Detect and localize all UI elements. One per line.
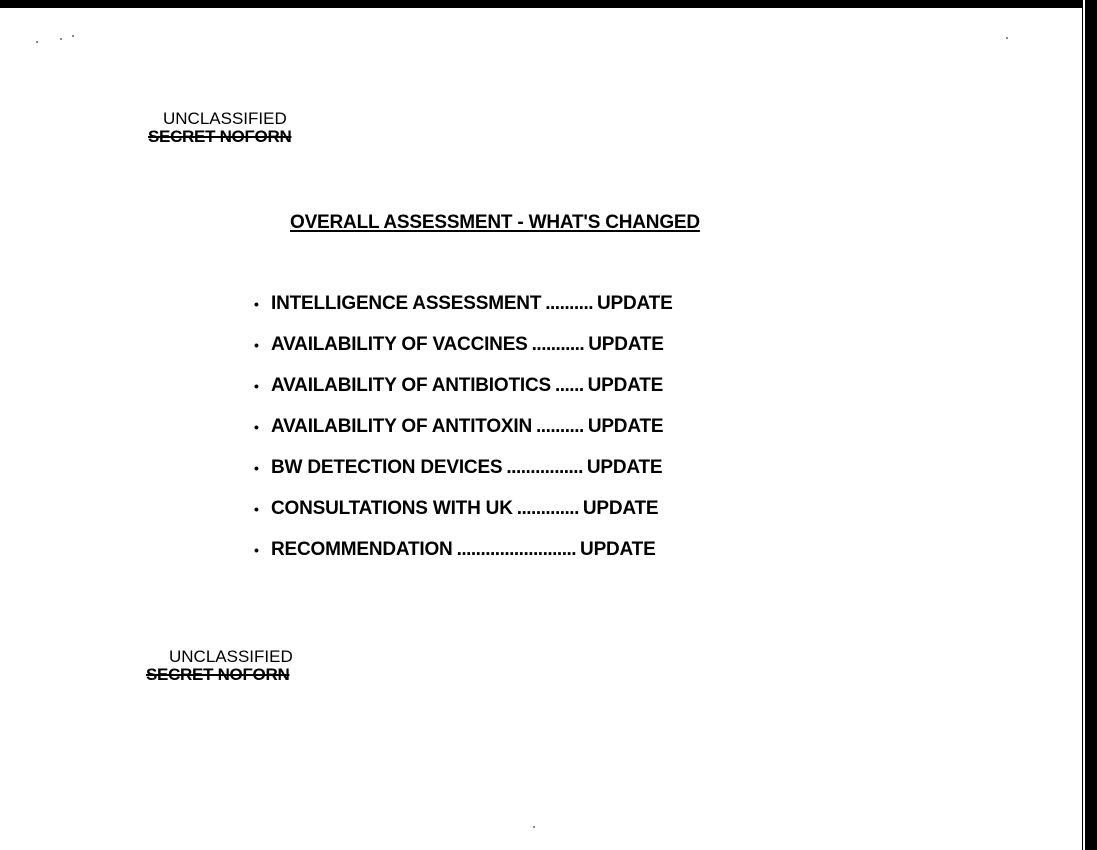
scan-border-top [0,0,1097,8]
item-label: AVAILABILITY OF ANTIBIOTICS [271,375,551,396]
bullet-icon: • [254,296,259,312]
classification-marking-top [148,110,291,145]
list-item [254,416,673,457]
item-label: CONSULTATIONS WITH UK [271,498,513,519]
bullet-icon: • [254,542,259,558]
item-label: AVAILABILITY OF ANTITOXIN [271,416,533,437]
dot-leader: .......... [545,293,594,314]
classification-current-top: UNCLASSIFIED [163,109,287,128]
list-item [254,457,673,498]
bullet-icon: • [254,337,259,353]
classification-marking-bottom [146,648,293,683]
bullet-icon: • [254,378,259,394]
item-label: BW DETECTION DEVICES [271,457,503,478]
scan-speck [36,41,38,43]
dot-leader: ......................... [456,539,577,560]
bullet-icon: • [254,501,259,517]
scan-speck [533,826,535,828]
scan-speck [1006,37,1008,39]
dot-leader: ........... [531,334,585,355]
item-status: UPDATE [588,334,664,355]
scan-border-right [1085,0,1097,850]
scan-speck [60,38,62,40]
item-status: UPDATE [587,416,664,437]
list-item [254,539,673,580]
item-label: AVAILABILITY OF VACCINES [271,334,528,355]
list-item [254,375,673,416]
list-item [254,334,673,375]
scan-speck [72,35,74,37]
item-status: UPDATE [587,375,664,396]
list-item [254,293,673,334]
bullet-icon: • [254,419,259,435]
item-status: UPDATE [582,498,659,519]
dot-leader: ............. [516,498,579,519]
list-item [254,498,673,539]
bullet-icon: • [254,460,259,476]
dot-leader: ................ [506,457,583,478]
classification-old-bottom: SECRET NOFORN [146,665,290,684]
item-status: UPDATE [597,293,673,314]
dot-leader: ...... [554,375,584,396]
item-label: RECOMMENDATION [271,539,453,560]
assessment-list [254,293,673,580]
item-label: INTELLIGENCE ASSESSMENT [271,293,542,314]
item-status: UPDATE [580,539,656,560]
item-status: UPDATE [586,457,663,478]
classification-old-top: SECRET NOFORN [148,127,292,146]
dot-leader: .......... [536,416,584,437]
classification-current-bottom: UNCLASSIFIED [169,647,293,666]
page-title: OVERALL ASSESSMENT - WHAT'S CHANGED [290,212,700,233]
